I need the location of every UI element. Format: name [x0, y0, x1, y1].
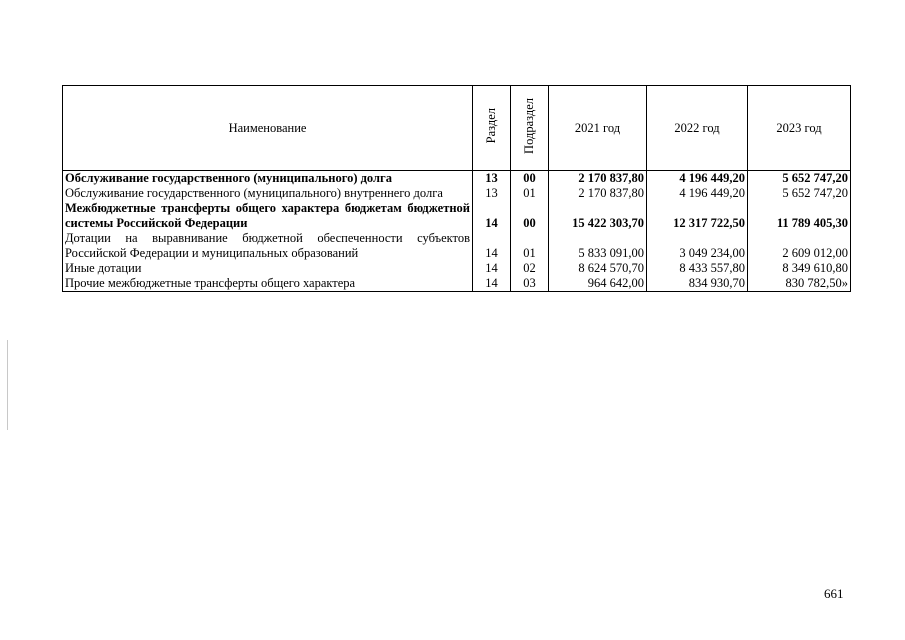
budget-table — [62, 85, 851, 292]
page-number: 661 — [824, 586, 844, 601]
row-name: Иные дотации — [63, 261, 473, 276]
table-row — [63, 261, 851, 276]
header-name: Наименование — [63, 86, 473, 171]
row-name: Прочие межбюджетные трансферты общего характера — [63, 276, 473, 292]
row-value-2021: 8 624 570,70 — [549, 261, 647, 276]
row-value-2022: 834 930,70 — [647, 276, 748, 292]
row-section: 14 — [473, 231, 511, 261]
header-subsection — [511, 86, 549, 171]
row-section: 14 — [473, 261, 511, 276]
row-subsection: 01 — [511, 186, 549, 201]
row-value-2023: 5 652 747,20 — [748, 171, 851, 187]
row-value-2021: 2 170 837,80 — [549, 186, 647, 201]
header-subsection-label: Подраздел — [522, 98, 536, 154]
row-name: Дотации на выравнивание бюджетной обеспеченности субъектов Российской Федерации и муниципальных образований — [63, 231, 473, 261]
table-row — [63, 186, 851, 201]
row-value-2021: 5 833 091,00 — [549, 231, 647, 261]
table-body — [63, 171, 851, 292]
row-section: 13 — [473, 171, 511, 187]
row-value-2022: 12 317 722,50 — [647, 201, 748, 231]
header-section-label: Раздел — [484, 108, 498, 144]
row-value-2021: 964 642,00 — [549, 276, 647, 292]
row-value-2023: 5 652 747,20 — [748, 186, 851, 201]
row-value-2022: 4 196 449,20 — [647, 171, 748, 187]
row-value-2022: 3 049 234,00 — [647, 231, 748, 261]
header-section — [473, 86, 511, 171]
row-value-2021: 15 422 303,70 — [549, 201, 647, 231]
header-2023: 2023 год — [748, 86, 851, 171]
table-header-row — [63, 86, 851, 171]
row-value-2022: 8 433 557,80 — [647, 261, 748, 276]
row-section: 14 — [473, 276, 511, 292]
row-value-2023: 2 609 012,00 — [748, 231, 851, 261]
row-section: 14 — [473, 201, 511, 231]
table-row — [63, 276, 851, 292]
row-value-2021: 2 170 837,80 — [549, 171, 647, 187]
row-value-2023: 11 789 405,30 — [748, 201, 851, 231]
row-name: Обслуживание государственного (муниципального) долга — [63, 171, 473, 187]
scan-edge-line — [7, 340, 8, 430]
row-subsection: 02 — [511, 261, 549, 276]
table-row — [63, 171, 851, 187]
row-name: Обслуживание государственного (муниципального) внутреннего долга — [63, 186, 473, 201]
table-row — [63, 231, 851, 261]
header-2021: 2021 год — [549, 86, 647, 171]
table-row — [63, 201, 851, 231]
row-subsection: 01 — [511, 231, 549, 261]
row-value-2023: 8 349 610,80 — [748, 261, 851, 276]
row-name: Межбюджетные трансферты общего характера бюджетам бюджетной системы Российской Федерации — [63, 201, 473, 231]
row-subsection: 00 — [511, 171, 549, 187]
row-value-2023: 830 782,50» — [748, 276, 851, 292]
row-subsection: 03 — [511, 276, 549, 292]
row-value-2022: 4 196 449,20 — [647, 186, 748, 201]
header-2022: 2022 год — [647, 86, 748, 171]
row-subsection: 00 — [511, 201, 549, 231]
row-section: 13 — [473, 186, 511, 201]
